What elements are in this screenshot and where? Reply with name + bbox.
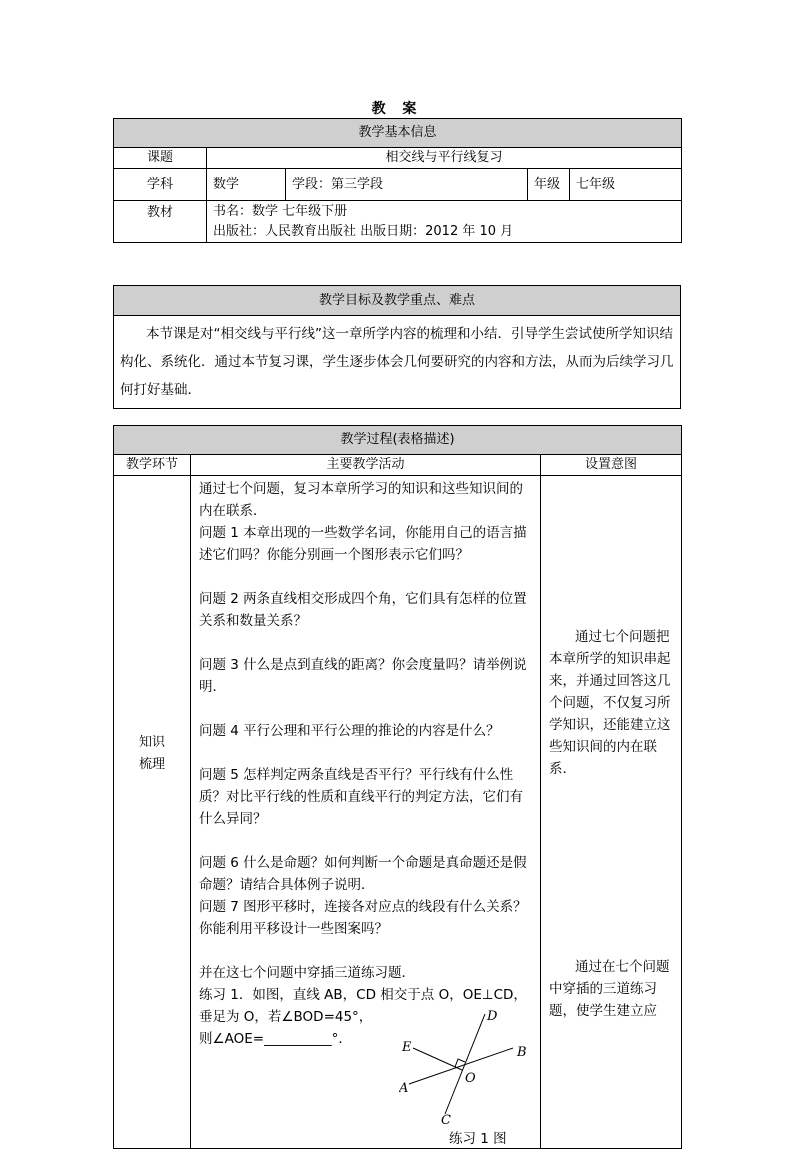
col-stage-header: 教学环节 — [114, 455, 191, 476]
publisher-info: 出版社：人民教育出版社 出版日期：2012 年 10 月 — [213, 224, 514, 239]
process-table — [113, 425, 682, 1149]
textbook-label: 教材 — [114, 201, 207, 243]
exercise-1-line2: 垂足为 O，若∠BOD=45°， — [199, 1009, 373, 1025]
col-intent-header: 设置意图 — [541, 455, 682, 476]
col-activity-header: 主要教学活动 — [191, 455, 541, 476]
question-1: 问题 1 本章出现的一些数学名词，你能用自己的语言描述它们吗？你能分别画一个图形表示它们吗？ — [199, 525, 527, 563]
grade-label: 年级 — [528, 169, 570, 201]
question-5: 问题 5 怎样判定两条直线是否平行？平行线有什么性质？对比平行线的性质和直线平行的判定方法，它们有什么异同？ — [199, 767, 523, 827]
question-3: 问题 3 什么是点到直线的距离？你会度量吗？请举例说明． — [199, 657, 527, 695]
basic-info-table — [113, 118, 682, 243]
topic-value: 相交线与平行线复习 — [207, 148, 682, 169]
exercise-1-figure — [399, 1006, 549, 1126]
right-angle-mark — [455, 1059, 465, 1067]
activities-cell — [191, 476, 541, 1149]
intent-1: 通过七个问题把本章所学的知识串起来，并通过回答这几个问题，不仅复习所学知识，还能建立这些知识间的内在联系． — [549, 629, 671, 777]
exercise-1-line3: 则∠AOE=__________°． — [199, 1031, 352, 1047]
label-d: D — [487, 1009, 498, 1024]
intent-cell — [541, 476, 682, 1149]
stage-name-line1: 知识 — [138, 735, 165, 750]
subject-value: 数学 — [207, 169, 286, 201]
practice-intro: 并在这七个问题中穿插三道练习题． — [199, 965, 415, 981]
intro-text: 通过七个问题，复习本章所学习的知识和这些知识间的内在联系． — [199, 481, 523, 519]
document-title: 教 案 — [371, 101, 423, 117]
figure-caption: 练习 1 图 — [449, 1131, 507, 1147]
topic-label: 课题 — [114, 148, 207, 169]
exercise-1-line1: 练习 1．如图，直线 AB，CD 相交于点 O，OE⊥CD， — [199, 987, 527, 1003]
label-o: O — [465, 1071, 476, 1086]
intent-2: 通过在七个问题中穿插的三道练习题，使学生建立应 — [549, 959, 670, 1019]
question-7: 问题 7 图形平移时，连接各对应点的线段有什么关系？你能利用平移设计一些图案吗？ — [199, 899, 527, 937]
goals-table — [113, 285, 681, 409]
question-6: 问题 6 什么是命题？如何判断一个命题是真命题还是假命题？请结合具体例子说明． — [199, 855, 527, 893]
stage-name-line2: 梳理 — [138, 757, 165, 772]
label-e: E — [402, 1040, 412, 1055]
goals-header: 教学目标及教学重点、难点 — [114, 286, 681, 316]
book-name: 书名：数学 七年级下册 — [213, 204, 348, 219]
label-b: B — [517, 1045, 527, 1060]
process-header: 教学过程(表格描述) — [114, 426, 682, 455]
line-cd — [445, 1014, 485, 1114]
stage-value: 学段：第三学段 — [286, 169, 528, 201]
grade-value: 七年级 — [570, 169, 682, 201]
subject-label: 学科 — [114, 169, 207, 201]
label-c: C — [441, 1113, 451, 1126]
goals-text: 本节课是对“相交线与平行线”这一章所学内容的梳理和小结．引导学生尝试使所学知识结构化、系统化．通过本节复习课，学生逐步体会几何要研究的内容和方法，从而为后续学习几何打好基础． — [114, 316, 681, 409]
label-a: A — [399, 1081, 409, 1096]
basic-info-header: 教学基本信息 — [114, 119, 682, 148]
question-4: 问题 4 平行公理和平行公理的推论的内容是什么？ — [199, 723, 500, 739]
question-2: 问题 2 两条直线相交形成四个角，它们具有怎样的位置关系和数量关系？ — [199, 591, 527, 629]
